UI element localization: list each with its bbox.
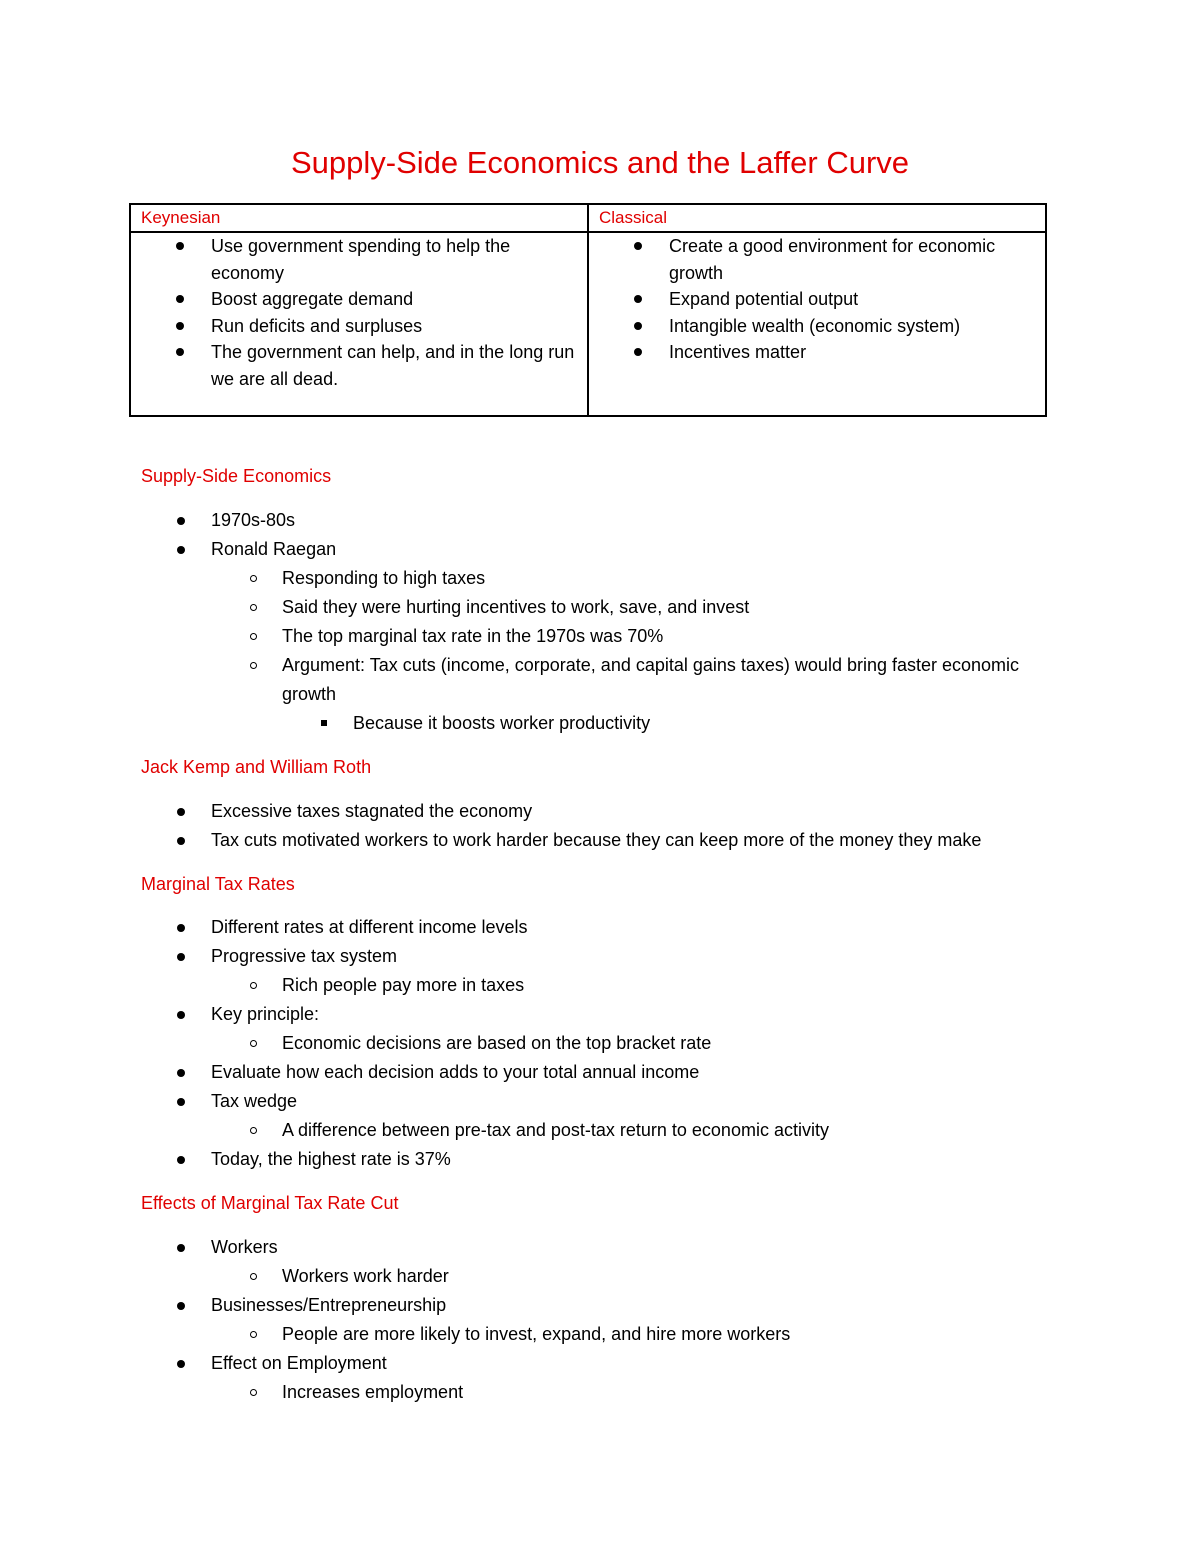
- classical-item: Create a good environment for economic growth: [589, 233, 1045, 286]
- list-item: 1970s-80s: [141, 506, 1041, 535]
- sub-bullet-icon: [250, 604, 257, 611]
- list-item: Responding to high taxes: [141, 564, 1041, 593]
- bullet-icon: [176, 322, 184, 330]
- list-item: Progressive tax system: [141, 942, 1041, 971]
- list-item: A difference between pre-tax and post-tax return to economic activity: [141, 1116, 1041, 1145]
- list-item: Evaluate how each decision adds to your total annual income: [141, 1058, 1041, 1087]
- comparison-table: [129, 203, 1047, 417]
- list-item: Tax wedge: [141, 1087, 1041, 1116]
- sub-bullet-icon: [250, 1389, 257, 1396]
- bullet-icon: [177, 808, 185, 816]
- section-heading-marginal-tax-rates: Marginal Tax Rates: [141, 874, 295, 894]
- section-list-supply-side: [141, 506, 1041, 738]
- bullet-icon: [177, 1244, 185, 1252]
- bullet-icon: [177, 953, 185, 961]
- sub-bullet-icon: [250, 1331, 257, 1338]
- bullet-icon: [176, 295, 184, 303]
- sub-bullet-icon: [250, 982, 257, 989]
- bullet-icon: [177, 1360, 185, 1368]
- list-item: Said they were hurting incentives to work, save, and invest: [141, 593, 1041, 622]
- square-bullet-icon: [321, 720, 327, 726]
- keynesian-heading: Keynesian: [130, 204, 588, 232]
- list-item: People are more likely to invest, expand, and hire more workers: [141, 1320, 1041, 1349]
- bullet-icon: [177, 546, 185, 554]
- list-item: Tax cuts motivated workers to work harder because they can keep more of the money they make: [141, 826, 1141, 855]
- list-item: Effect on Employment: [141, 1349, 1041, 1378]
- list-item: Rich people pay more in taxes: [141, 971, 1041, 1000]
- bullet-icon: [177, 924, 185, 932]
- bullet-icon: [177, 517, 185, 525]
- bullet-icon: [634, 295, 642, 303]
- sub-bullet-icon: [250, 575, 257, 582]
- list-item: Because it boosts worker productivity: [141, 709, 1041, 738]
- keynesian-item: The government can help, and in the long run we are all dead.: [131, 339, 587, 392]
- bullet-icon: [177, 1302, 185, 1310]
- sub-bullet-icon: [250, 1127, 257, 1134]
- list-item: Workers work harder: [141, 1262, 1041, 1291]
- list-item: Excessive taxes stagnated the economy: [141, 797, 1141, 826]
- bullet-icon: [176, 348, 184, 356]
- classical-item: Expand potential output: [589, 286, 1045, 313]
- list-item: Different rates at different income levels: [141, 913, 1041, 942]
- bullet-icon: [177, 1069, 185, 1077]
- list-item: Argument: Tax cuts (income, corporate, and capital gains taxes) would bring faster economic growth: [141, 651, 1022, 709]
- list-item: Today, the highest rate is 37%: [141, 1145, 1041, 1174]
- keynesian-item: Run deficits and surpluses: [131, 313, 587, 340]
- classical-list: [589, 233, 1045, 366]
- keynesian-cell: [130, 232, 588, 416]
- list-item: Workers: [141, 1233, 1041, 1262]
- bullet-icon: [177, 1011, 185, 1019]
- bullet-icon: [634, 348, 642, 356]
- sub-bullet-icon: [250, 633, 257, 640]
- keynesian-item: Use government spending to help the economy: [131, 233, 587, 286]
- classical-heading: Classical: [588, 204, 1046, 232]
- list-item: The top marginal tax rate in the 1970s was 70%: [141, 622, 1041, 651]
- bullet-icon: [177, 1156, 185, 1164]
- list-item: Increases employment: [141, 1378, 1041, 1407]
- sub-bullet-icon: [250, 1273, 257, 1280]
- sub-bullet-icon: [250, 1040, 257, 1047]
- section-heading-effects: Effects of Marginal Tax Rate Cut: [141, 1193, 399, 1213]
- section-heading-supply-side: Supply-Side Economics: [141, 466, 332, 486]
- keynesian-item: Boost aggregate demand: [131, 286, 587, 313]
- bullet-icon: [176, 242, 184, 250]
- section-heading-kemp-roth: Jack Kemp and William Roth: [141, 757, 372, 777]
- section-list-effects: [141, 1233, 1041, 1407]
- bullet-icon: [177, 1098, 185, 1106]
- list-item: Economic decisions are based on the top bracket rate: [141, 1029, 1041, 1058]
- bullet-icon: [634, 242, 642, 250]
- keynesian-list: [131, 233, 587, 392]
- classical-item: Incentives matter: [589, 339, 1045, 366]
- classical-cell: [588, 232, 1046, 416]
- list-item: Businesses/Entrepreneurship: [141, 1291, 1041, 1320]
- bullet-icon: [177, 837, 185, 845]
- list-item: Key principle:: [141, 1000, 1041, 1029]
- section-list-marginal-tax-rates: [141, 913, 1041, 1174]
- bullet-icon: [634, 322, 642, 330]
- page-title: Supply-Side Economics and the Laffer Curve: [290, 145, 910, 180]
- section-list-kemp-roth: [141, 797, 1141, 855]
- list-item: Ronald Raegan: [141, 535, 1041, 564]
- sub-bullet-icon: [250, 662, 257, 669]
- classical-item: Intangible wealth (economic system): [589, 313, 1045, 340]
